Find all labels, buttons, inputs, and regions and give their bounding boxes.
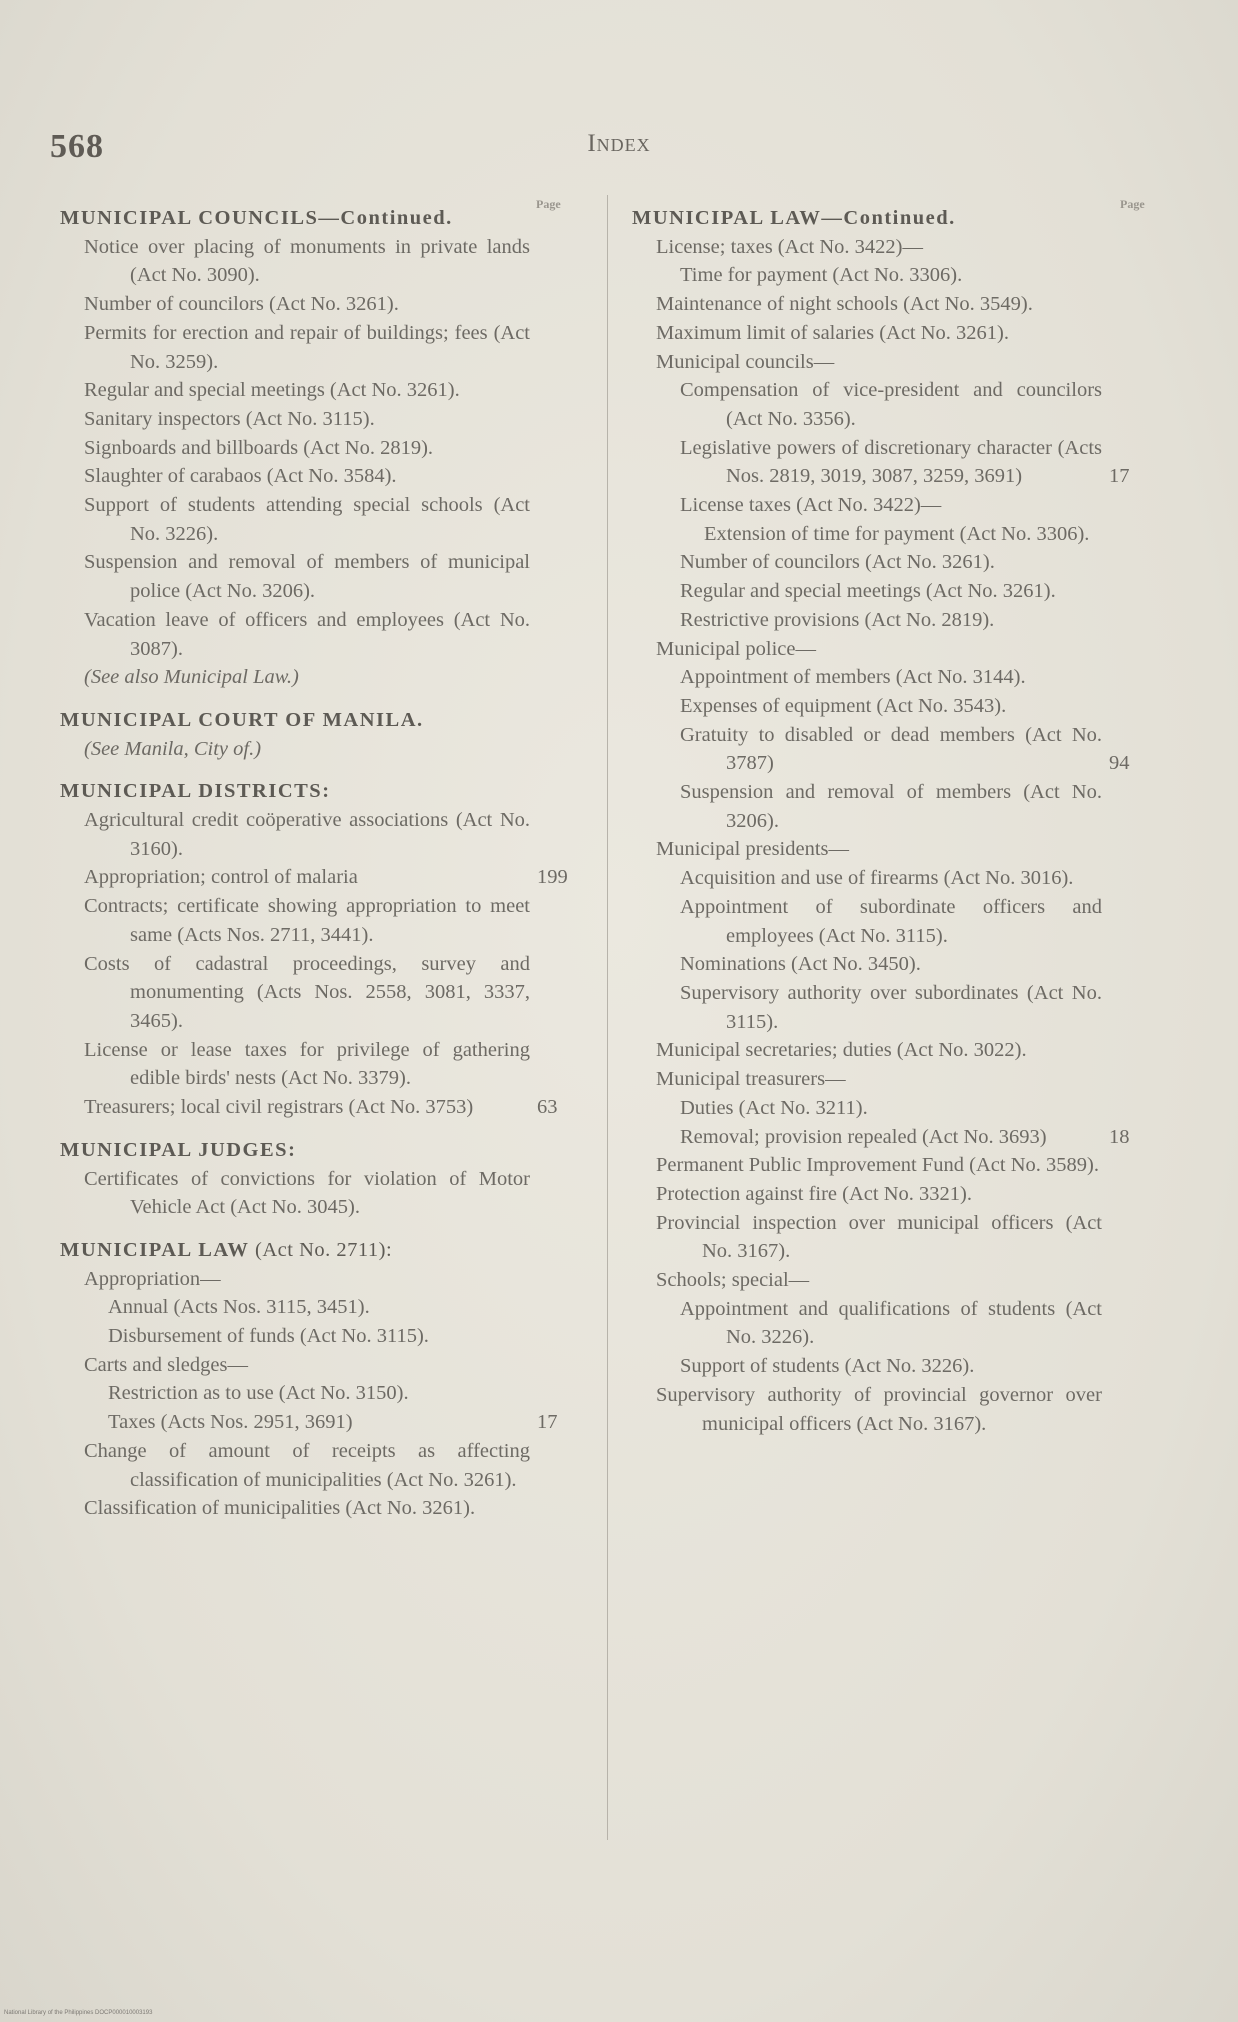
page-number: 568 bbox=[50, 128, 104, 165]
index-entry-text: Support of students (Act No. 3226). bbox=[680, 1355, 975, 1378]
index-entry-text: Municipal councils— bbox=[656, 350, 835, 373]
index-entry-text: Appointment of subordinate officers and employees (Act No. 3115). bbox=[680, 895, 1102, 947]
index-entry-text: Appropriation— bbox=[84, 1267, 221, 1290]
index-entry-text: Appointment and qualifications of students (Act No. 3226). bbox=[680, 1297, 1102, 1349]
index-entry bbox=[632, 606, 1167, 635]
index-entry bbox=[60, 1293, 595, 1322]
index-entry-text: Duties (Act No. 3211). bbox=[680, 1096, 868, 1119]
footer-credit: National Library of the Philippines DOCP000010003193 bbox=[4, 2010, 153, 2016]
index-entry-text: Slaughter of carabaos (Act No. 3584). bbox=[84, 465, 397, 488]
index-entry bbox=[632, 1094, 1167, 1123]
index-entry-text: Removal; provision repealed (Act No. 3693) bbox=[680, 1125, 1047, 1148]
index-entry-text: Schools; special— bbox=[656, 1269, 810, 1292]
index-entry-text: Appointment of members (Act No. 3144). bbox=[680, 666, 1026, 689]
index-entry-text: Regular and special meetings (Act No. 3261). bbox=[84, 379, 460, 402]
index-entry bbox=[632, 520, 1167, 549]
index-entry-text: Permanent Public Improvement Fund (Act No. 3589). bbox=[656, 1154, 1099, 1177]
index-entry bbox=[60, 290, 595, 319]
index-heading-text: MUNICIPAL LAW—Continued. bbox=[632, 207, 956, 229]
index-heading bbox=[60, 1236, 595, 1265]
index-entry bbox=[60, 1437, 595, 1494]
index-entry-text: Notice over placing of monuments in private lands (Act No. 3090). bbox=[84, 235, 530, 287]
index-entry-text: Disbursement of funds (Act No. 3115). bbox=[108, 1325, 429, 1348]
index-entry-text: Restriction as to use (Act No. 3150). bbox=[108, 1382, 409, 1405]
index-entry-text: Maximum limit of salaries (Act No. 3261). bbox=[656, 321, 1009, 344]
index-entry-text: Acquisition and use of firearms (Act No. 3016). bbox=[680, 867, 1074, 890]
index-entry-text: Taxes (Acts Nos. 2951, 3691) bbox=[108, 1411, 353, 1434]
index-entry-text: Regular and special meetings (Act No. 3261). bbox=[680, 580, 1056, 603]
left-column bbox=[60, 190, 595, 1523]
index-entry-page: 199 bbox=[537, 866, 568, 889]
index-entry-text: Carts and sledges— bbox=[84, 1353, 248, 1376]
index-heading-text: MUNICIPAL JUDGES: bbox=[60, 1138, 297, 1161]
index-entry-text: Nominations (Act No. 3450). bbox=[680, 953, 921, 976]
index-entry bbox=[632, 721, 1167, 778]
index-entry-text: Appropriation; control of malaria bbox=[84, 866, 358, 889]
index-entry bbox=[632, 261, 1167, 290]
running-head: Index bbox=[587, 130, 651, 157]
index-entry-text: Compensation of vice-president and councilors (Act No. 3356). bbox=[680, 379, 1102, 430]
index-entry bbox=[60, 1322, 595, 1351]
index-entry bbox=[632, 1180, 1167, 1209]
index-entry-text: Vacation leave of officers and employees (Act No. 3087). bbox=[84, 608, 530, 660]
index-entry bbox=[60, 606, 595, 663]
index-heading-text: MUNICIPAL DISTRICTS: bbox=[60, 780, 331, 803]
index-entry bbox=[632, 290, 1167, 319]
index-entry-text: Permits for erection and repair of buildings; fees (Act No. 3259). bbox=[84, 321, 530, 373]
index-entry bbox=[632, 950, 1167, 979]
index-entry-text: Annual (Acts Nos. 3115, 3451). bbox=[108, 1296, 370, 1319]
index-entry-text: Extension of time for payment (Act No. 3306). bbox=[704, 522, 1090, 545]
index-entry-text: Restrictive provisions (Act No. 2819). bbox=[680, 608, 995, 631]
index-entry-text: Suspension and removal of members (Act No. 3206). bbox=[680, 781, 1102, 832]
index-entry bbox=[60, 491, 595, 548]
index-entry bbox=[60, 1494, 595, 1523]
index-entry bbox=[632, 893, 1167, 950]
index-entry-text: Gratuity to disabled or dead members (Act No. 3787) bbox=[680, 723, 1102, 775]
index-entry bbox=[632, 1295, 1167, 1352]
index-entry-text: Provincial inspection over municipal officers (Act No. 3167). bbox=[656, 1211, 1102, 1263]
index-entry bbox=[60, 892, 595, 949]
index-entry bbox=[632, 1123, 1167, 1152]
index-entry bbox=[632, 979, 1167, 1036]
index-entry bbox=[632, 319, 1167, 348]
index-entry bbox=[60, 434, 595, 463]
index-heading bbox=[60, 706, 595, 735]
index-entry-text: Protection against fire (Act No. 3321). bbox=[656, 1182, 972, 1205]
index-entry bbox=[60, 319, 595, 376]
index-entry bbox=[632, 1151, 1167, 1180]
index-entry bbox=[632, 835, 1167, 864]
index-entry bbox=[632, 1352, 1167, 1381]
index-heading bbox=[60, 777, 595, 806]
index-entry bbox=[632, 1266, 1167, 1295]
index-entry bbox=[60, 1379, 595, 1408]
index-entry-text: Signboards and billboards (Act No. 2819). bbox=[84, 436, 434, 459]
index-entry-text: License; taxes (Act No. 3422)— bbox=[656, 235, 923, 258]
page-column-label: Page bbox=[536, 197, 561, 211]
index-entry bbox=[632, 864, 1167, 893]
index-heading-text: MUNICIPAL COURT OF MANILA. bbox=[60, 708, 424, 731]
index-entry bbox=[632, 635, 1167, 664]
index-entry bbox=[632, 663, 1167, 692]
index-entry-page: 17 bbox=[1109, 465, 1130, 488]
right-column bbox=[632, 190, 1167, 1438]
index-entry-text: Municipal police— bbox=[656, 637, 816, 660]
index-heading bbox=[60, 1136, 595, 1165]
index-entry-text: Municipal secretaries; duties (Act No. 3022). bbox=[656, 1039, 1027, 1062]
index-heading-text: MUNICIPAL COUNCILS—Continued. bbox=[60, 207, 453, 229]
index-entry-text: Costs of cadastral proceedings, survey and monumenting (Acts Nos. 2558, 3081, 3337, 3465). bbox=[84, 952, 530, 1032]
cross-reference bbox=[60, 663, 595, 692]
index-entry bbox=[60, 548, 595, 605]
index-heading-suffix: (Act No. 2711): bbox=[249, 1238, 393, 1261]
index-entry bbox=[632, 434, 1167, 491]
index-entry-text: Sanitary inspectors (Act No. 3115). bbox=[84, 407, 375, 430]
index-entry-text: Agricultural credit coöperative associations (Act No. 3160). bbox=[84, 809, 530, 860]
index-entry bbox=[60, 376, 595, 405]
index-entry-page: 18 bbox=[1109, 1125, 1130, 1148]
index-entry-text: Number of councilors (Act No. 3261). bbox=[84, 293, 399, 316]
index-entry bbox=[632, 348, 1167, 377]
index-entry bbox=[60, 1036, 595, 1093]
index-entry bbox=[60, 1351, 595, 1380]
index-entry bbox=[632, 233, 1167, 262]
page-column-label: Page bbox=[1120, 197, 1145, 211]
index-entry-text: Supervisory authority over subordinates (Act No. 3115). bbox=[680, 981, 1102, 1033]
index-entry-text: Suspension and removal of members of municipal police (Act No. 3206). bbox=[84, 551, 530, 603]
index-entry-text: Treasurers; local civil registrars (Act No. 3753) bbox=[84, 1096, 474, 1119]
index-entry-page: 17 bbox=[537, 1411, 558, 1434]
index-entry bbox=[60, 1093, 595, 1122]
index-entry bbox=[632, 1065, 1167, 1094]
index-entry bbox=[60, 1165, 595, 1222]
index-entry bbox=[60, 1265, 595, 1294]
cross-reference bbox=[60, 735, 595, 764]
index-entry-text: Number of councilors (Act No. 3261). bbox=[680, 551, 995, 574]
index-entry bbox=[60, 863, 595, 892]
index-entry-page: 63 bbox=[537, 1096, 558, 1119]
index-entry bbox=[60, 950, 595, 1036]
index-entry-text: Supervisory authority of provincial governor over municipal officers (Act No. 3167). bbox=[656, 1383, 1102, 1435]
index-entry bbox=[60, 405, 595, 434]
index-entry bbox=[60, 462, 595, 491]
index-entry bbox=[632, 376, 1167, 433]
index-entry-text: Municipal presidents— bbox=[656, 838, 850, 861]
index-entry-text: Expenses of equipment (Act No. 3543). bbox=[680, 694, 1007, 717]
index-entry-text: Maintenance of night schools (Act No. 3549). bbox=[656, 293, 1033, 316]
index-entry-text: (See also Municipal Law.) bbox=[84, 666, 299, 689]
index-entry bbox=[632, 1381, 1167, 1438]
index-entry-text: Time for payment (Act No. 3306). bbox=[680, 264, 963, 287]
index-entry bbox=[632, 491, 1167, 520]
index-heading bbox=[632, 204, 1167, 233]
index-entry-text: License or lease taxes for privilege of gathering edible birds' nests (Act No. 3379). bbox=[84, 1038, 530, 1090]
index-entry bbox=[632, 692, 1167, 721]
index-entry-text: Contracts; certificate showing appropriation to meet same (Acts Nos. 2711, 3441). bbox=[84, 895, 530, 946]
index-entry-text: (See Manila, City of.) bbox=[84, 737, 262, 760]
index-entry-text: License taxes (Act No. 3422)— bbox=[680, 494, 942, 517]
index-heading bbox=[60, 204, 595, 233]
index-entry bbox=[632, 548, 1167, 577]
index-entry bbox=[60, 806, 595, 863]
column-divider bbox=[607, 195, 608, 1840]
index-entry bbox=[60, 1408, 595, 1437]
index-entry bbox=[632, 1036, 1167, 1065]
index-entry-text: Change of amount of receipts as affecting classification of municipalities (Act No. 3261). bbox=[84, 1439, 530, 1491]
index-entry-page: 94 bbox=[1109, 752, 1130, 775]
index-entry-text: Municipal treasurers— bbox=[656, 1068, 846, 1091]
index-entry-text: Legislative powers of discretionary character (Acts Nos. 2819, 3019, 3087, 3259, 3691) bbox=[680, 436, 1102, 488]
index-entry-text: Classification of municipalities (Act No. 3261). bbox=[84, 1497, 476, 1520]
index-heading-text: MUNICIPAL LAW bbox=[60, 1238, 250, 1261]
index-entry-text: Certificates of convictions for violation of Motor Vehicle Act (Act No. 3045). bbox=[84, 1167, 530, 1219]
index-entry bbox=[632, 778, 1167, 835]
index-entry bbox=[632, 1209, 1167, 1266]
index-entry bbox=[632, 577, 1167, 606]
index-entry bbox=[60, 233, 595, 290]
index-entry-text: Support of students attending special schools (Act No. 3226). bbox=[84, 494, 530, 545]
